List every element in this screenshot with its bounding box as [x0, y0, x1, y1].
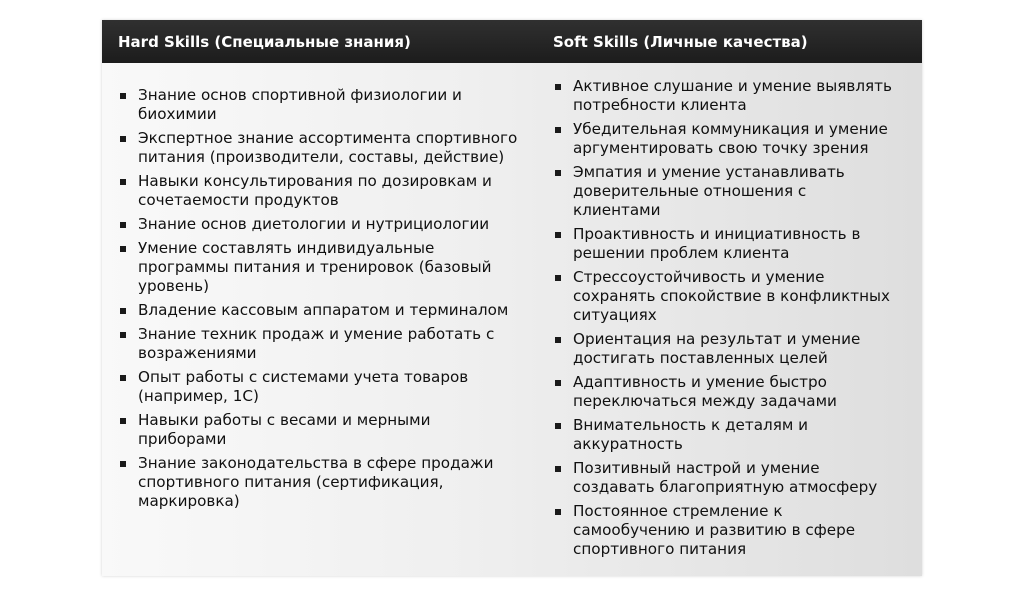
list-item	[118, 301, 518, 320]
soft-skill-text: Внимательность к деталям и аккуратность	[573, 416, 809, 453]
square-bullet-icon	[555, 275, 561, 281]
square-bullet-icon	[120, 375, 126, 381]
square-bullet-icon	[555, 423, 561, 429]
list-item	[553, 330, 898, 368]
list-item	[118, 129, 518, 167]
soft-skill-text: Проактивность и инициативность в решении проблем клиента	[573, 225, 861, 262]
square-bullet-icon	[555, 84, 561, 90]
hard-skills-heading: Hard Skills (Специальные знания)	[118, 33, 411, 51]
square-bullet-icon	[120, 222, 126, 228]
list-item	[118, 454, 518, 511]
soft-skill-text: Активное слушание и умение выявлять потребности клиента	[573, 77, 892, 114]
hard-skill-text: Знание основ диетологии и нутрициологии	[138, 215, 490, 233]
list-item	[118, 368, 518, 406]
list-item	[553, 416, 898, 454]
hard-skill-text: Знание основ спортивной физиологии и биохимии	[138, 86, 462, 123]
square-bullet-icon	[555, 337, 561, 343]
square-bullet-icon	[120, 246, 126, 252]
soft-skill-text: Ориентация на результат и умение достигать поставленных целей	[573, 330, 861, 367]
square-bullet-icon	[555, 466, 561, 472]
list-item	[553, 459, 898, 497]
square-bullet-icon	[555, 380, 561, 386]
hard-skill-text: Экспертное знание ассортимента спортивного питания (производители, составы, действие)	[138, 129, 518, 166]
list-item	[553, 163, 898, 220]
square-bullet-icon	[120, 461, 126, 467]
soft-skill-text: Убедительная коммуникация и умение аргументировать свою точку зрения	[573, 120, 888, 157]
square-bullet-icon	[120, 418, 126, 424]
list-item	[118, 172, 518, 210]
square-bullet-icon	[120, 93, 126, 99]
hard-skill-text: Умение составлять индивидуальные программы питания и тренировок (базовый уровень)	[138, 239, 492, 295]
list-item	[553, 225, 898, 263]
square-bullet-icon	[120, 136, 126, 142]
square-bullet-icon	[555, 170, 561, 176]
soft-skill-text: Постоянное стремление к самообучению и развитию в сфере спортивного питания	[573, 502, 856, 558]
hard-skill-text: Навыки работы с весами и мерными приборами	[138, 411, 431, 448]
table-header	[102, 20, 922, 63]
soft-skill-text: Адаптивность и умение быстро переключаться между задачами	[573, 373, 837, 410]
list-item	[553, 373, 898, 411]
list-item	[553, 502, 898, 559]
soft-skills-heading: Soft Skills (Личные качества)	[553, 33, 808, 51]
list-item	[118, 239, 518, 296]
square-bullet-icon	[120, 308, 126, 314]
soft-skill-text: Эмпатия и умение устанавливать доверительные отношения с клиентами	[573, 163, 845, 219]
soft-skills-list	[553, 77, 898, 564]
hard-skill-text: Опыт работы с системами учета товаров (например, 1С)	[138, 368, 469, 405]
list-item	[118, 86, 518, 124]
hard-skill-text: Знание техник продаж и умение работать с возражениями	[138, 325, 495, 362]
skills-table	[102, 20, 922, 576]
list-item	[553, 268, 898, 325]
hard-skill-text: Навыки консультирования по дозировкам и сочетаемости продуктов	[138, 172, 492, 209]
list-item	[118, 215, 518, 234]
soft-skill-text: Стрессоустойчивость и умение сохранять спокойствие в конфликтных ситуациях	[573, 268, 891, 324]
hard-skills-list	[118, 86, 518, 516]
soft-skill-text: Позитивный настрой и умение создавать благоприятную атмосферу	[573, 459, 878, 496]
list-item	[553, 120, 898, 158]
list-item	[118, 411, 518, 449]
square-bullet-icon	[555, 127, 561, 133]
list-item	[553, 77, 898, 115]
square-bullet-icon	[120, 332, 126, 338]
square-bullet-icon	[555, 509, 561, 515]
hard-skill-text: Знание законодательства в сфере продажи спортивного питания (сертификация, маркировка)	[138, 454, 494, 510]
hard-skill-text: Владение кассовым аппаратом и терминалом	[138, 301, 509, 319]
square-bullet-icon	[555, 232, 561, 238]
list-item	[118, 325, 518, 363]
square-bullet-icon	[120, 179, 126, 185]
